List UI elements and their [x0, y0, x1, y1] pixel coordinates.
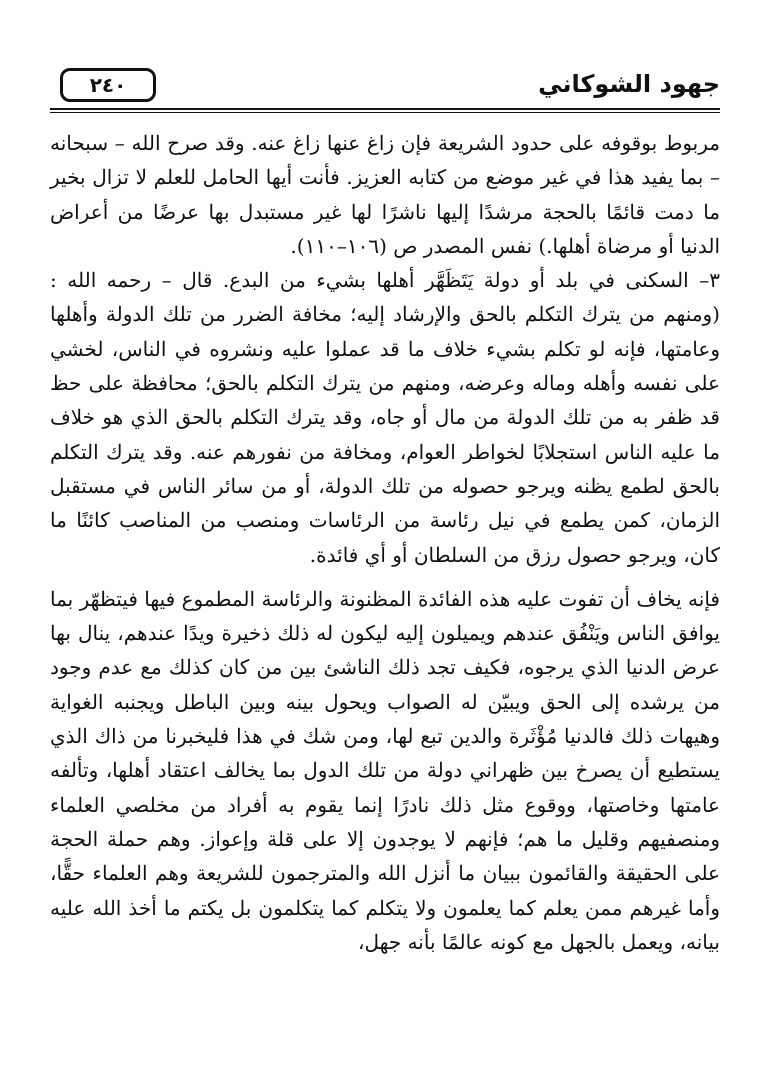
header-rule-thin [50, 112, 720, 113]
paragraph-3: فإنه يخاف أن تفوت عليه هذه الفائدة المظنونة والرئاسة المطموع فيها فيتظهّر بما يوافق الناس ويَنْفُق عندهم ويميلون إليه ليكون له ذلك ذخيرة ويدًا عندهم، ينال بها عرض الدنيا الذي يرجوه، فكيف تجد ذلك الناشئ بين من كان كذلك مع عدم وجود من يرشده إلى الحق ويبيّن له الصواب ويحول بينه وبين الباطل ويجنبه الغواية وهيهات ذلك فالدنيا مُؤْثَرة والدين تبع لها، ومن شك في هذا فليخبرنا من ذاك الذي يستطيع أن يصرخ بين ظهراني دولة من تلك الدول بما يخالف اعتقاد أهلها، وتألفه عامتها وخاصتها، ووقوع مثل ذلك نادرًا إنما يقوم به أفراد من مخلصي العلماء ومنصفيهم وقليل ما هم؛ فإنهم لا يوجدون إلا على قلة وإعواز. وهم حملة الحجة على الحقيقة والقائمون ببيان ما أنزل الله والمترجمون للشريعة وهم العلماء حقًّا، وأما غيرهم ممن يعلم كما يعلمون ولا يتكلم كما يتكلمون بل يكتم ما أخذ الله عليه بيانه، ويعمل بالجهل مع كونه عالمًا بأنه جهل، [50, 586, 720, 954]
page-number-badge: ٢٤٠ [60, 68, 156, 102]
paragraph-2: ٣– السكنى في بلد أو دولة يَتَظَهَّر أهلها بشيء من البدع. قال – رحمه الله : (ومنهم من يترك التكلم بالحق والإرشاد إليه؛ مخافة الضرر من تلك الدولة وأهلها وعامتها، فإنه لو تكلم بشيء خلاف ما قد عملوا عليه ونشروه في الناس، لخشي على نفسه وأهله وماله وعرضه، ومنهم من يترك التكلم بالحق؛ محافظة على حظ قد ظفر به من تلك الدولة من مال أو جاه، وقد يترك التكلم بالحق الذي هو خلاف ما عليه الناس استجلابًا لخواطر العوام، ومخافة من نفورهم عنه. وقد يترك التكلم بالحق لطمع يظنه ويرجو حصوله من تلك الدولة، أو من سائر الناس في مستقبل الزمان، كمن يطمع في نيل رئاسة من الرئاسات ومنصب من المناصب كائنًا ما كان، ويرجو حصول رزق من السلطان أو أي فائدة. [50, 268, 720, 567]
paragraph-1: مربوط بوقوفه على حدود الشريعة فإن زاغ عنها زاغ عنه. وقد صرح الله – سبحانه – بما يفيد هذا في غير موضع من كتابه العزيز. فأنت أيها الحامل للعلم لا تزال بخير ما دمت قائمًا بالحجة مرشدًا إليها ناشرًا لها غير مستبدل بها عرضًا من أعراض الدنيا أو مرضاة أهلها.) نفس المصدر ص (١٠٦–١١٠). [50, 131, 720, 258]
page-header [50, 66, 720, 110]
running-head-title: جهود الشوكاني [538, 70, 720, 98]
page-body [50, 126, 720, 959]
header-rule [50, 108, 720, 110]
